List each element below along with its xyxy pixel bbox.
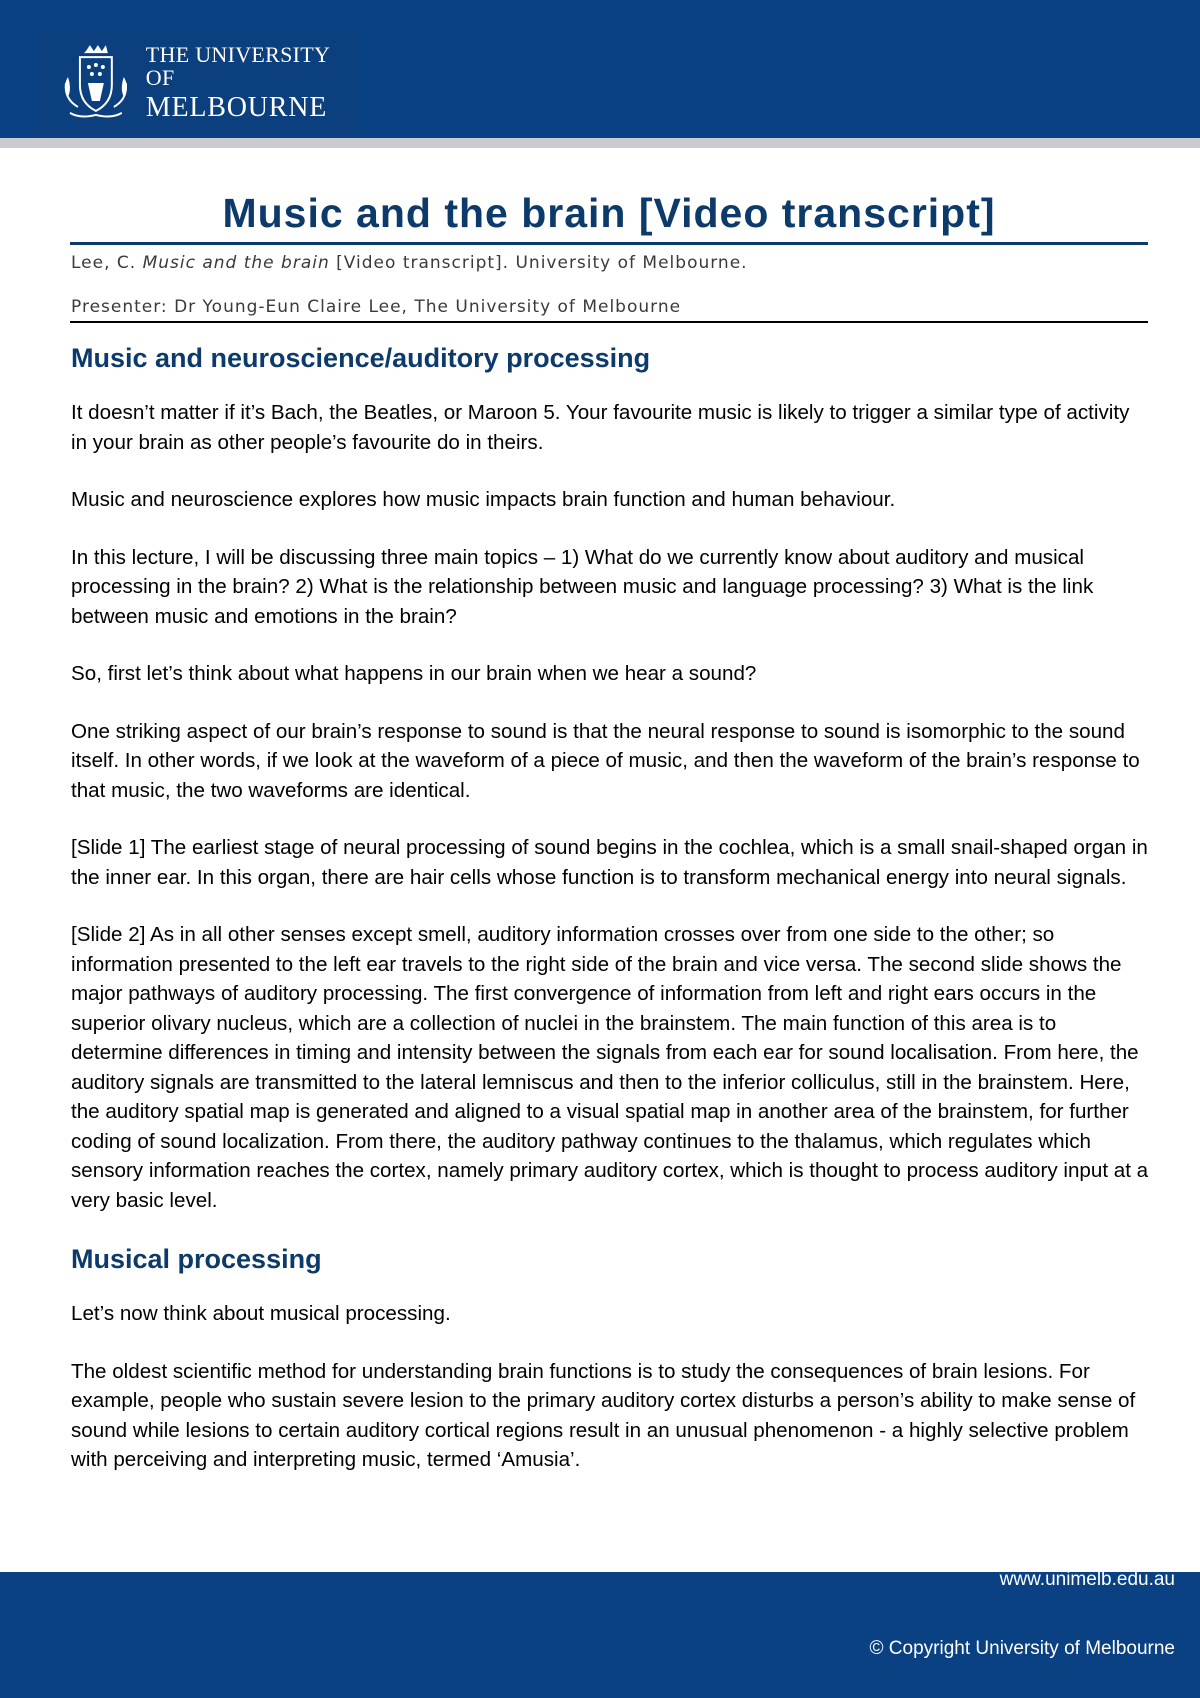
citation-author: Lee, C. <box>71 253 143 273</box>
citation-source: [Video transcript]. University of Melbourne. <box>329 253 748 273</box>
paragraph: The oldest scientific method for understanding brain functions is to study the consequences of brain lesions. For example, people who sustain severe lesion to the primary auditory cortex disturbs a person’s ability to make sense of sound while lesions to certain auditory cortical regions result in an unusual phenomenon - a highly selective problem with perceiving and interpreting music, termed ‘Amusia’. <box>71 1359 1136 1471</box>
footer-website-link[interactable]: www.unimelb.edu.au <box>999 1569 1175 1590</box>
citation-work-title: Music and the brain <box>142 253 330 273</box>
meta-rule <box>70 321 1148 323</box>
document-title: Music and the brain [Video transcript] <box>222 190 996 236</box>
citation <box>71 253 748 273</box>
paragraph: It doesn’t matter if it’s Bach, the Beatles, or Maroon 5. Your favourite music is likely to trigger a similar type of activity in your brain as other people’s favourite do in theirs. <box>71 401 1130 454</box>
paragraph: [Slide 1] The earliest stage of neural processing of sound begins in the cochlea, which is a small snail-shaped organ in the inner ear. In this organ, there are hair cells whose function is to transform mechanical energy into neural signals. <box>71 836 1148 889</box>
transcript-body <box>71 338 1151 1475</box>
section-heading: Musical processing <box>71 1244 322 1274</box>
section-heading: Music and neuroscience/auditory processing <box>71 343 651 373</box>
university-logo[interactable] <box>40 30 358 135</box>
paragraph: One striking aspect of our brain’s response to sound is that the neural response to sound is isomorphic to the sound itself. In other words, if we look at the waveform of a piece of music, and then the waveform of the brain’s response to that music, the two waveforms are identical. <box>71 719 1140 802</box>
logo-line-2: MELBOURNE <box>145 91 328 123</box>
logo-line-1: THE UNIVERSITY OF <box>145 41 330 90</box>
university-crest-icon <box>56 42 136 124</box>
header-divider <box>0 138 1200 148</box>
paragraph: [Slide 2] As in all other senses except smell, auditory information crosses over from one side to the other; so information presented to the left ear travels to the right side of the brain and vice versa. The second slide shows the major pathways of auditory processing. The first convergence of information from left and right ears occurs in the superior olivary nucleus, which are a collection of nuclei in the brainstem. The main function of this area is to determine differences in timing and intensity between the signals from each ear for sound localisation. From here, the auditory signals are transmitted to the lateral lemniscus and then to the inferior colliculus, still in the brainstem. Here, the auditory spatial map is generated and aligned to a visual spatial map in another area of the brainstem, for further coding of sound localization. From there, the auditory pathway continues to the thalamus, which regulates which sensory information reaches the cortex, namely primary auditory cortex, which is thought to process auditory input at a very basic level. <box>71 923 1149 1212</box>
paragraph: In this lecture, I will be discussing three main topics – 1) What do we currently know about auditory and musical processing in the brain? 2) What is the relationship between music and language processing? 3) What is the link between music and emotions in the brain? <box>71 545 1094 628</box>
paragraph: So, first let’s think about what happens in our brain when we hear a sound? <box>71 662 757 685</box>
footer-copyright: © Copyright University of Melbourne <box>869 1638 1175 1659</box>
paragraph: Let’s now think about musical processing. <box>71 1302 451 1325</box>
title-rule <box>70 242 1148 245</box>
logo-wordmark <box>146 43 358 123</box>
presenter-line: Presenter: Dr Young-Eun Claire Lee, The University of Melbourne <box>71 297 682 317</box>
paragraph: Music and neuroscience explores how music impacts brain function and human behaviour. <box>71 488 896 511</box>
